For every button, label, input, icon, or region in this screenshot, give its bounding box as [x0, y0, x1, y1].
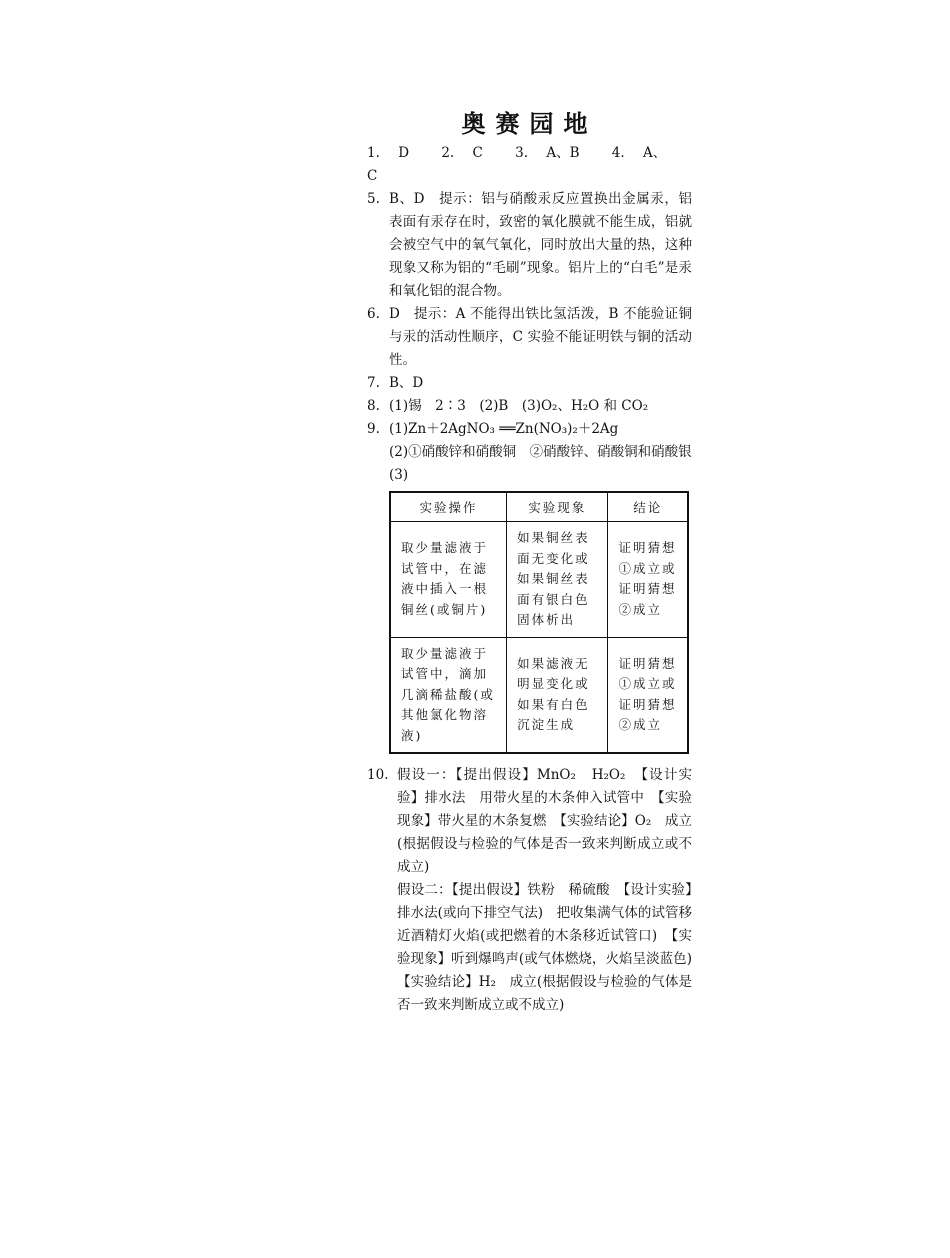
q5-answer: B、D [389, 191, 425, 207]
q8-part1: (1)锡 2∶3 [389, 398, 466, 414]
question-10 [367, 764, 706, 1017]
q3-answer: A、B [546, 145, 580, 161]
q10-hypothesis-2: 假设二：【提出假设】铁粉 稀硫酸 【设计实验】排水法(或向下排空气法) 把收集满气体的试管移近酒精灯火焰(或把燃着的木条移近试管口) 【实验现象】听到爆鸣声(或气体燃烧，火焰呈淡蓝色) 【实验结论】H₂ 成立(根据假设与检验的气体是否一致来判断成立或不成立) [397, 882, 706, 1013]
q6-hint: 提示：A 不能得出铁比氢活泼，B 不能验证铜与汞的活动性顺序，C 实验不能证明铁与铜的活动性。 [389, 306, 692, 368]
q1-number: 1. [367, 145, 380, 161]
q9-equation: (1)Zn＋2AgNO₃ ══Zn(NO₃)₂＋2Ag [389, 421, 619, 437]
table-cell: 取少量滤液于试管中，滴加几滴稀盐酸(或其他氯化物溶液) [390, 637, 507, 753]
table-header: 结论 [608, 492, 688, 522]
q8-part2: (2)B [479, 398, 509, 414]
q10-number: 10. [367, 767, 389, 783]
q1 [367, 145, 423, 161]
q5-hint: 提示：铝与硝酸汞反应置换出金属汞，铝表面有汞存在时，致密的氧化膜就不能生成，铝就会被空气中的氧气氧化，同时放出大量的热，这种现象又称为铝的“毛刷”现象。铝片上的“白毛”是汞和氧化铝的混合物。 [389, 191, 693, 299]
q2 [441, 145, 497, 161]
q6-number: 6. [367, 306, 380, 322]
table-row [390, 637, 688, 753]
q4-answer: A、C [367, 145, 667, 184]
experiment-table [389, 491, 689, 754]
q8-part3: (3)O₂、H₂O 和 CO₂ [521, 398, 649, 414]
q6-answer: D [389, 306, 400, 322]
table-cell: 证明猜想①成立或证明猜想②成立 [608, 522, 688, 638]
table-row [390, 522, 688, 638]
q9-part3: (3) [389, 467, 409, 483]
answer-column [367, 108, 706, 1017]
q4-number: 4. [611, 145, 625, 161]
page-title: 奥赛园地 [461, 110, 598, 138]
table-header-row [390, 492, 688, 522]
q3-number: 3. [515, 145, 529, 161]
q1-answer: D [398, 145, 410, 161]
question-5 [367, 188, 692, 303]
q8-number: 8. [367, 398, 380, 414]
q9-number: 9. [367, 421, 380, 437]
q2-answer: C [472, 145, 483, 161]
table-cell: 取少量滤液于试管中，在滤液中插入一根铜丝(或铜片) [390, 522, 507, 638]
table-cell: 如果滤液无明显变化或如果有白色沉淀生成 [507, 637, 608, 753]
table-cell: 如果铜丝表面无变化或如果铜丝表面有银白色固体析出 [507, 522, 608, 638]
q7-answer: B、D [389, 375, 424, 391]
question-8 [367, 395, 692, 418]
q3 [515, 145, 593, 161]
q10-hypothesis-1: 假设一：【提出假设】MnO₂ H₂O₂ 【设计实验】排水法 用带火星的木条伸入试管中 【实验现象】带火星的木条复燃 【实验结论】O₂ 成立(根据假设与检验的气体是否一致来判断成立或不成立) [397, 767, 692, 875]
table-header: 实验现象 [507, 492, 608, 522]
table-header: 实验操作 [390, 492, 507, 522]
table-cell: 证明猜想①成立或证明猜想②成立 [608, 637, 688, 753]
question-7 [367, 372, 692, 395]
q5-number: 5. [367, 191, 380, 207]
q7-number: 7. [367, 375, 380, 391]
q9-part2: (2)①硝酸锌和硝酸铜 ②硝酸锌、硝酸铜和硝酸银 [389, 444, 692, 460]
q2-number: 2. [441, 145, 455, 161]
question-9 [367, 418, 692, 487]
answers-1-4 [367, 142, 692, 188]
question-6 [367, 303, 692, 372]
